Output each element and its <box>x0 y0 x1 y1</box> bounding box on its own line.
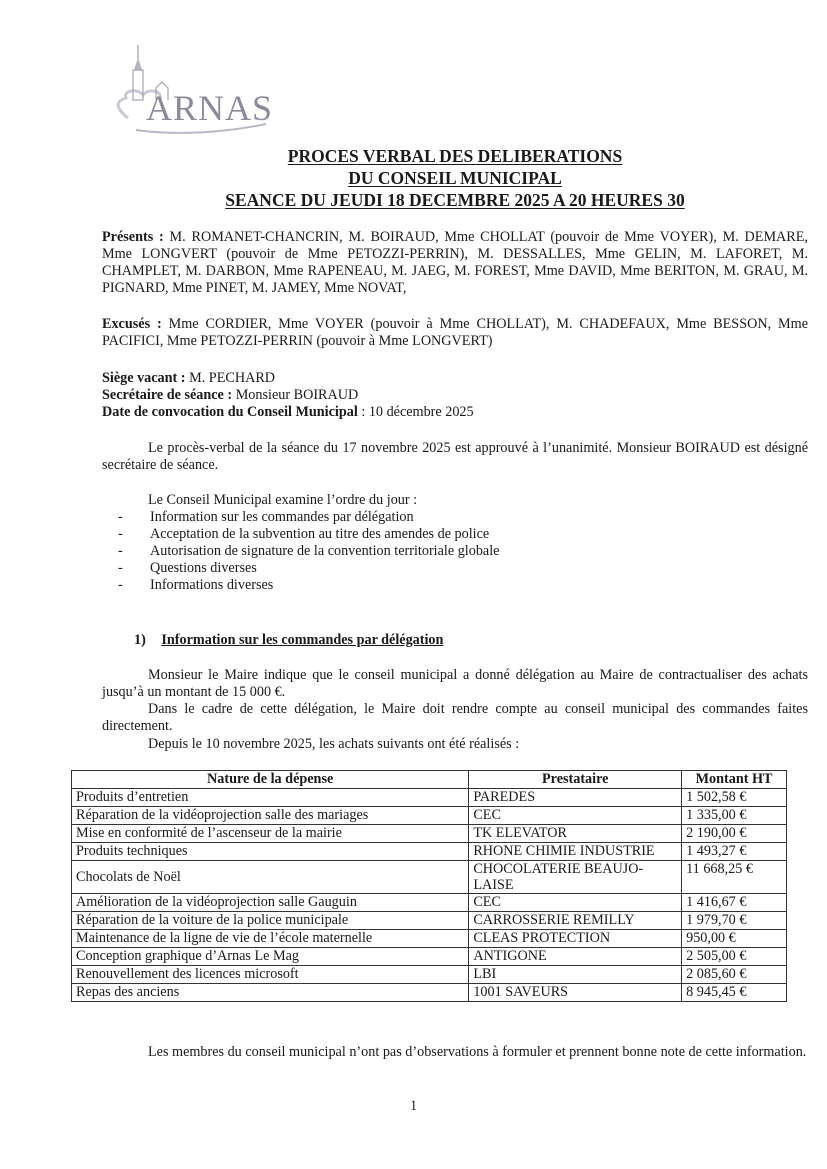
cell-montant: 2 085,60 € <box>682 966 787 984</box>
table-row <box>72 984 787 1002</box>
table-row <box>72 825 787 843</box>
excused-label: Excusés : <box>102 316 162 332</box>
church-logo-icon <box>108 40 278 140</box>
cell-nature: Chocolats de Noël <box>72 861 469 894</box>
convocation-value: : 10 décembre 2025 <box>361 404 474 420</box>
cell-nature: Repas des anciens <box>72 984 469 1002</box>
table-row <box>72 912 787 930</box>
approval-paragraph: Le procès-verbal de la séance du 17 novembre 2025 est approuvé à l’unanimité. Monsieur BOIRAUD est désigné secrétaire de séance. <box>102 440 808 473</box>
page-number: 1 <box>409 1098 418 1114</box>
arnas-logo <box>108 40 278 140</box>
agenda-item: - Acceptation de la subvention au titre des amendes de police <box>118 526 499 543</box>
title-line-1: PROCES VERBAL DES DELIBERATIONS <box>287 146 623 166</box>
logo-text: ARNAS <box>146 88 274 128</box>
agenda-intro: Le Conseil Municipal examine l’ordre du jour : <box>148 492 418 508</box>
table-row <box>72 930 787 948</box>
agenda-item: - Autorisation de signature de la convention territoriale globale <box>118 543 499 560</box>
cell-nature: Mise en conformité de l’ascenseur de la mairie <box>72 825 469 843</box>
vacant-seat <box>102 370 808 387</box>
purchases-table <box>71 770 787 1002</box>
cell-prestataire: LBI <box>469 966 682 984</box>
vacant-value: M. PECHARD <box>189 370 276 386</box>
table-row <box>72 894 787 912</box>
cell-montant: 1 979,70 € <box>682 912 787 930</box>
section-1-para-2: Dans le cadre de cette délégation, le Maire doit rendre compte au conseil municipal des commandes faites directement. <box>102 701 808 734</box>
excused-list: Mme CORDIER, Mme VOYER (pouvoir à Mme CHOLLAT), M. CHADEFAUX, Mme BESSON, Mme PACIFICI, Mme PETOZZI-PERRIN (pouvoir à Mme LONGVERT) <box>102 316 808 349</box>
cell-nature: Réparation de la vidéoprojection salle des mariages <box>72 807 469 825</box>
excused-paragraph <box>102 316 808 350</box>
cell-prestataire: TK ELEVATOR <box>469 825 682 843</box>
header-nature: Nature de la dépense <box>72 771 469 789</box>
cell-montant: 2 505,00 € <box>682 948 787 966</box>
cell-montant: 2 190,00 € <box>682 825 787 843</box>
cell-prestataire: CARROSSERIE REMILLY <box>469 912 682 930</box>
cell-nature: Maintenance de la ligne de vie de l’école maternelle <box>72 930 469 948</box>
cell-montant: 11 668,25 € <box>682 861 787 894</box>
cell-montant: 8 945,45 € <box>682 984 787 1002</box>
cell-prestataire: CHOCOLATERIE BEAUJO-LAISE <box>469 861 682 894</box>
cell-nature: Produits d’entretien <box>72 789 469 807</box>
cell-prestataire: CEC <box>469 894 682 912</box>
cell-prestataire: CEC <box>469 807 682 825</box>
section-1-para-1: Monsieur le Maire indique que le conseil municipal a donné délégation au Maire de contractualiser des achats jusqu’à un montant de 15 000 €. <box>102 667 808 700</box>
agenda-item: - Informations diverses <box>118 577 499 594</box>
cell-nature: Renouvellement des licences microsoft <box>72 966 469 984</box>
cell-prestataire: RHONE CHIMIE INDUSTRIE <box>469 843 682 861</box>
table-row <box>72 948 787 966</box>
secretary-value: Monsieur BOIRAUD <box>235 387 359 403</box>
header-montant: Montant HT <box>682 771 787 789</box>
present-paragraph <box>102 229 808 297</box>
conclusion-paragraph: Les membres du conseil municipal n’ont pas d’observations à formuler et prennent bonne note de cette information. <box>148 1044 807 1060</box>
cell-nature: Réparation de la voiture de la police municipale <box>72 912 469 930</box>
agenda-list <box>118 509 499 594</box>
cell-nature: Conception graphique d’Arnas Le Mag <box>72 948 469 966</box>
present-label: Présents : <box>102 229 164 245</box>
present-list: M. ROMANET-CHANCRIN, M. BOIRAUD, Mme CHOLLAT (pouvoir de Mme VOYER), M. DEMARE, Mme LONGVERT (pouvoir de Mme PETOZZI-PERRIN), M. DESSALLES, Mme GELIN, M. LAFORET, M. CHAMPLET, M. DARBON, Mme RAPENEAU, M. JAEG, M. FOREST, Mme DAVID, Mme BERITON, M. GRAU, M. PIGNARD, Mme PINET, M. JAMEY, Mme NOVAT, <box>102 229 808 296</box>
convocation-label: Date de convocation du Conseil Municipal <box>102 404 358 420</box>
cell-prestataire: PAREDES <box>469 789 682 807</box>
cell-montant: 1 493,27 € <box>682 843 787 861</box>
cell-montant: 1 335,00 € <box>682 807 787 825</box>
session-secretary <box>102 387 808 404</box>
table-row <box>72 861 787 894</box>
table-row <box>72 807 787 825</box>
secretary-label: Secrétaire de séance : <box>102 387 233 403</box>
vacant-label: Siège vacant : <box>102 370 186 386</box>
cell-nature: Produits techniques <box>72 843 469 861</box>
cell-prestataire: CLEAS PROTECTION <box>469 930 682 948</box>
cell-prestataire: 1001 SAVEURS <box>469 984 682 1002</box>
cell-montant: 1 502,58 € <box>682 789 787 807</box>
title-line-2: DU CONSEIL MUNICIPAL <box>348 168 562 188</box>
agenda-item: - Information sur les commandes par délégation <box>118 509 499 526</box>
table-row <box>72 843 787 861</box>
table-row <box>72 789 787 807</box>
cell-prestataire: ANTIGONE <box>469 948 682 966</box>
table-header-row <box>72 771 787 789</box>
header-prestataire: Prestataire <box>469 771 682 789</box>
section-title: Information sur les commandes par délégation <box>161 632 444 648</box>
agenda-item: - Questions diverses <box>118 560 499 577</box>
document-title <box>120 145 790 211</box>
convocation-date <box>102 404 808 421</box>
cell-montant: 950,00 € <box>682 930 787 948</box>
table-row <box>72 966 787 984</box>
cell-montant: 1 416,67 € <box>682 894 787 912</box>
cell-nature: Amélioration de la vidéoprojection salle Gauguin <box>72 894 469 912</box>
section-1-heading <box>134 632 443 649</box>
section-1-para-3: Depuis le 10 novembre 2025, les achats suivants ont été réalisés : <box>148 736 520 752</box>
section-number: 1) <box>134 632 146 648</box>
title-line-3: SEANCE DU JEUDI 18 DECEMBRE 2025 A 20 HEURES 30 <box>225 190 685 210</box>
